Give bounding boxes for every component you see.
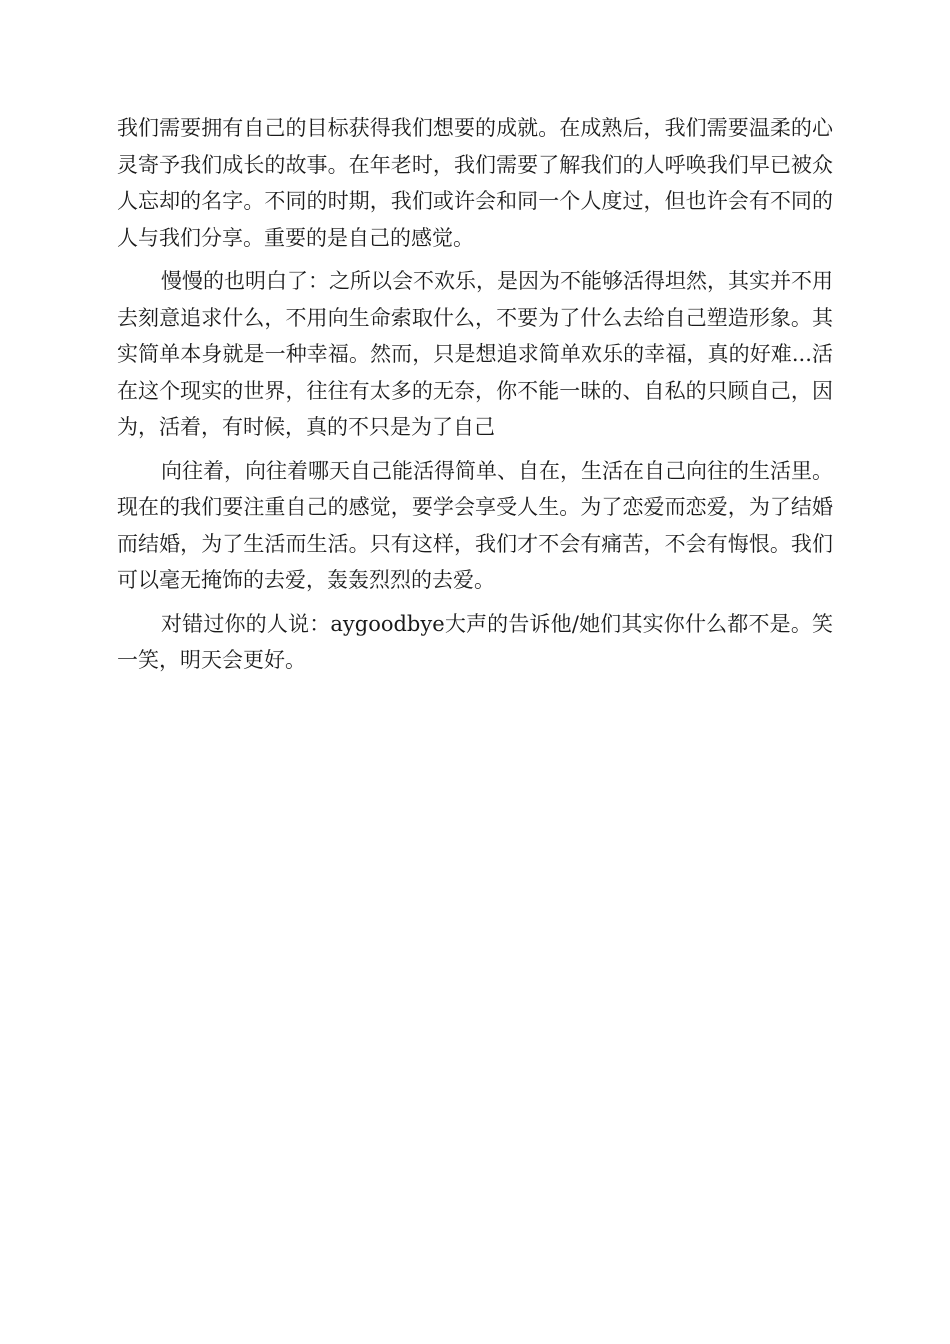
paragraph-4: 对错过你的人说：aygoodbye大声的告诉他/她们其实你什么都不是。笑一笑，明天会更好。 [117,611,833,672]
paragraph-3: 向往着，向往着哪天自己能活得简单、自在，生活在自己向往的生活里。现在的我们要注重自己的感觉，要学会享受人生。为了恋爱而恋爱，为了结婚而结婚，为了生活而生活。只有这样，我们才不会有痛苦，不会有悔恨。我们可以毫无掩饰的去爱，轰轰烈烈的去爱。 [117,458,833,592]
paragraph-2: 慢慢的也明白了：之所以会不欢乐，是因为不能够活得坦然，其实并不用去刻意追求什么，不用向生命索取什么，不要为了什么去给自己塑造形象。其实简单本身就是一种幸福。然而，只是想追求简单欢乐的幸福，真的好难...活在这个现实的世界，往往有太多的无奈，你不能一昧的、自私的只顾自己，因为，活着，有时候，真的不只是为了自己 [117,269,833,439]
document-body [117,110,833,686]
paragraph-1: 我们需要拥有自己的目标获得我们想要的成就。在成熟后，我们需要温柔的心灵寄予我们成长的故事。在年老时，我们需要了解我们的人呼唤我们早已被众人忘却的名字。不同的时期，我们或许会和同一个人度过，但也许会有不同的人与我们分享。重要的是自己的感觉。 [117,116,833,250]
